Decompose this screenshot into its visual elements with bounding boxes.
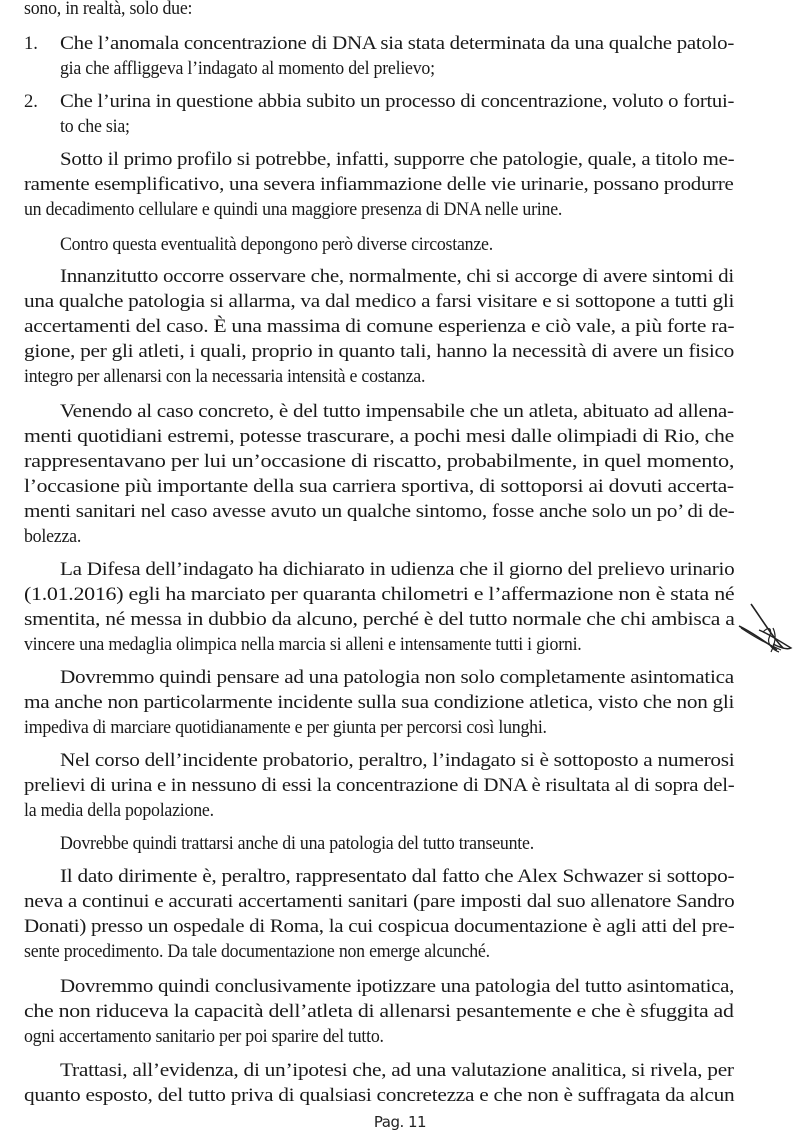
- text-line: l’occasione più importante della sua carriera sportiva, di sottoporsi ai dovuti accerta-: [24, 476, 734, 497]
- text-line: menti quotidiani estremi, potesse trascurare, a pochi mesi dalle olimpiadi di Rio, che: [24, 426, 734, 447]
- text-line: Che l’anomala concentrazione di DNA sia stata determinata da una qualche patolo-: [60, 33, 735, 54]
- text-line: neva a continui e accurati accertamenti sanitari (pare imposti dal suo allenatore Sandro: [24, 891, 735, 912]
- text-line: Dovrebbe quindi trattarsi anche di una patologia del tutto transeunte.: [60, 833, 534, 854]
- text-line: menti sanitari nel caso avesse avuto un qualche sintomo, fosse anche solo un po’ di de-: [24, 501, 735, 522]
- text-line: Donati) presso un ospedale di Roma, la cui cospicua documentazione è agli atti del pre-: [24, 916, 735, 937]
- text-line: che non riduceva la capacità dell’atleta di allenarsi pesantemente e che è sfuggita ad: [24, 1001, 734, 1022]
- text-line: accertamenti del caso. È una massima di comune esperienza e ciò vale, a più forte ra-: [24, 316, 735, 337]
- text-line: impediva di marciare quotidianamente e per giunta per percorsi così lunghi.: [24, 717, 547, 738]
- text-line: gione, per gli atleti, i quali, proprio in quanto tali, hanno la necessità di avere un fisico: [24, 341, 735, 362]
- page-number: Pag. 11: [373, 1113, 427, 1131]
- text-line: sono, in realtà, solo due:: [24, 0, 193, 19]
- text-line: un decadimento cellulare e quindi una maggiore presenza di DNA nelle urine.: [24, 199, 563, 220]
- text-line: rappresentavano per lui un’occasione di riscatto, probabilmente, in quel momento,: [24, 451, 735, 472]
- text-line: Che l’urina in questione abbia subito un processo di concentrazione, voluto o fortui-: [60, 91, 735, 112]
- text-line: sente procedimento. Da tale documentazione non emerge alcunché.: [24, 941, 490, 962]
- text-line: Dovremmo quindi conclusivamente ipotizzare una patologia del tutto asintomatica,: [60, 976, 735, 997]
- text-line: Contro questa eventualità depongono però diverse circostanze.: [60, 234, 493, 255]
- list-number: 1.: [24, 33, 38, 54]
- text-line: vincere una medaglia olimpica nella marcia si alleni e intensamente tutti i giorni.: [24, 634, 582, 655]
- text-line: prelievi di urina e in nessuno di essi la concentrazione di DNA è risultata al di sopra del-: [24, 775, 735, 796]
- text-line: to che sia;: [60, 116, 130, 137]
- text-line: bolezza.: [24, 526, 82, 547]
- text-line: ogni accertamento sanitario per poi sparire del tutto.: [24, 1026, 384, 1047]
- text-line: quanto esposto, del tutto priva di qualsiasi concretezza e che non è suffragata da alcun: [24, 1085, 735, 1106]
- text-line: Innanzitutto occorre osservare che, normalmente, chi si accorge di avere sintomi di: [60, 266, 734, 287]
- text-line: ma anche non particolarmente incidente sulla sua condizione atletica, visto che non gli: [24, 692, 735, 713]
- text-line: Venendo al caso concreto, è del tutto impensabile che un atleta, abituato ad allena-: [60, 401, 734, 422]
- text-line: (1.01.2016) egli ha marciato per quaranta chilometri e l’affermazione non è stata né: [24, 584, 735, 605]
- list-number: 2.: [24, 91, 38, 112]
- text-line: una qualche patologia si allarma, va dal medico a farsi visitare e si sottopone a tutti gli: [24, 291, 735, 312]
- text-line: smentita, né messa in dubbio da alcuno, perché è del tutto normale che chi ambisca a: [24, 609, 735, 630]
- text-line: ramente esemplificativo, una severa infiammazione delle vie urinarie, possano produrre: [24, 174, 734, 195]
- text-line: Sotto il primo profilo si potrebbe, infatti, supporre che patologie, quale, a titolo me-: [60, 149, 735, 170]
- text-line: gia che affliggeva l’indagato al momento del prelievo;: [60, 58, 435, 79]
- text-line: Trattasi, all’evidenza, di un’ipotesi che, ad una valutazione analitica, si rivela, per: [60, 1060, 734, 1081]
- text-line: Il dato dirimente è, peraltro, rappresentato dal fatto che Alex Schwazer si sottopo-: [60, 866, 735, 887]
- text-line: Dovremmo quindi pensare ad una patologia non solo completamente asintomatica: [60, 667, 734, 688]
- text-line: Nel corso dell’incidente probatorio, peraltro, l’indagato si è sottoposto a numerosi: [60, 750, 735, 771]
- text-line: La Difesa dell’indagato ha dichiarato in udienza che il giorno del prelievo urinario: [60, 559, 735, 580]
- text-line: integro per allenarsi con la necessaria intensità e costanza.: [24, 366, 426, 387]
- signature-icon: [733, 598, 795, 658]
- text-line: la media della popolazione.: [24, 800, 214, 821]
